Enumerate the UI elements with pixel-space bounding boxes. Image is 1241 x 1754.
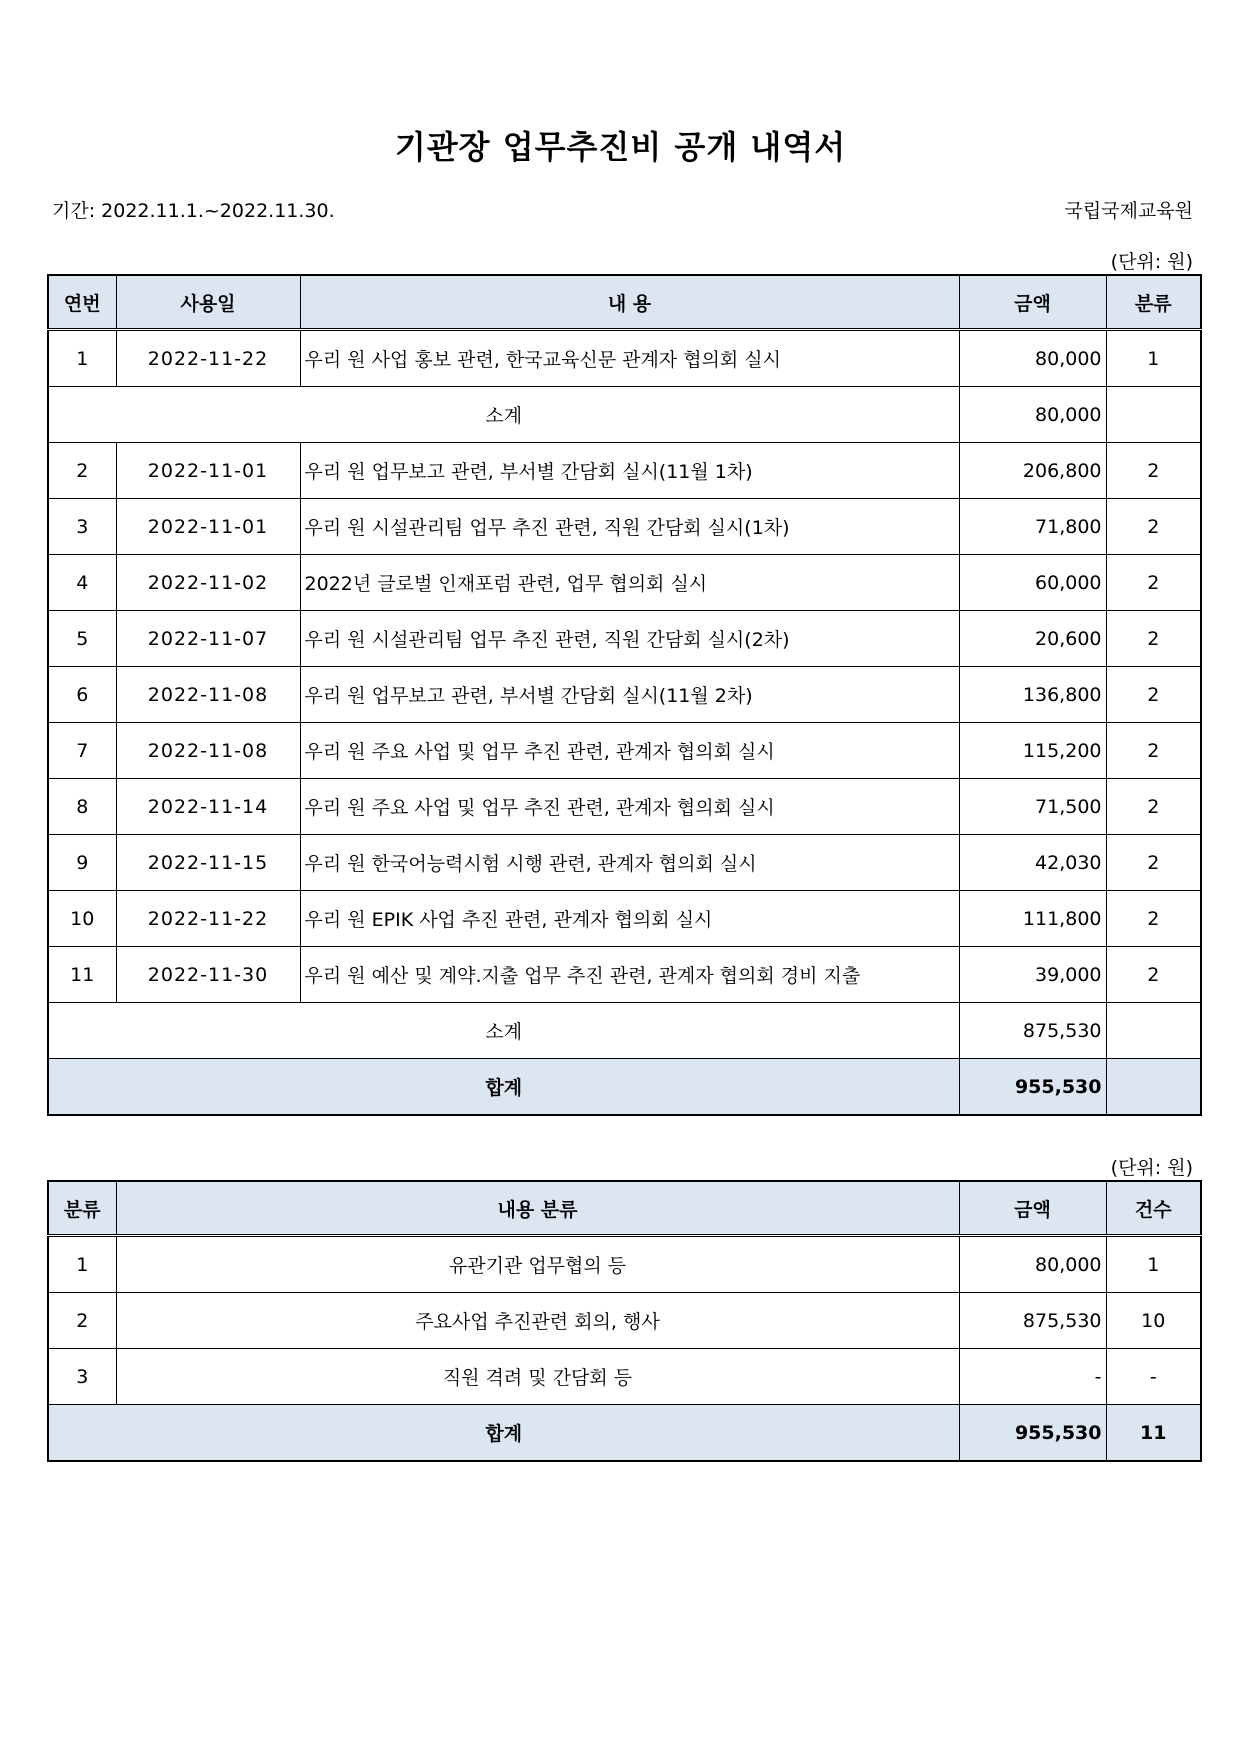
total-empty (1106, 1059, 1201, 1116)
table-row (48, 443, 1201, 499)
row-content: 우리 원 EPIK 사업 추진 관련, 관계자 협의회 실시 (300, 891, 959, 947)
row-count: - (1106, 1349, 1201, 1405)
table-row (48, 779, 1201, 835)
row-date: 2022-11-08 (116, 723, 300, 779)
header-category: 분류 (1106, 275, 1201, 330)
row-date: 2022-11-02 (116, 555, 300, 611)
table-row (48, 611, 1201, 667)
expense-detail-table (47, 274, 1202, 1116)
subtotal-empty (1106, 387, 1201, 443)
row-content: 우리 원 사업 홍보 관련, 한국교육신문 관계자 협의회 실시 (300, 330, 959, 387)
row-category: 1 (48, 1236, 116, 1293)
row-content: 직원 격려 및 간담회 등 (116, 1349, 959, 1405)
table-row (48, 555, 1201, 611)
table-row (48, 1349, 1201, 1405)
row-date: 2022-11-07 (116, 611, 300, 667)
row-category: 2 (1106, 947, 1201, 1003)
unit-label: (단위: 원) (1110, 251, 1193, 273)
row-amount: 80,000 (959, 330, 1106, 387)
row-amount: 115,200 (959, 723, 1106, 779)
row-amount: 80,000 (959, 1236, 1106, 1293)
row-no: 2 (48, 443, 116, 499)
category-summary-table (47, 1180, 1202, 1462)
subtotal-row (48, 387, 1201, 443)
row-amount: 39,000 (959, 947, 1106, 1003)
table-header-row (48, 275, 1201, 330)
row-category: 2 (1106, 499, 1201, 555)
table-row (48, 1293, 1201, 1349)
document-title: 기관장 업무추진비 공개 내역서 (394, 128, 847, 166)
row-no: 10 (48, 891, 116, 947)
row-category: 2 (1106, 667, 1201, 723)
table-row (48, 891, 1201, 947)
table-row (48, 330, 1201, 387)
row-amount: 42,030 (959, 835, 1106, 891)
row-amount: 60,000 (959, 555, 1106, 611)
row-no: 9 (48, 835, 116, 891)
row-count: 1 (1106, 1236, 1201, 1293)
row-content: 우리 원 시설관리팀 업무 추진 관련, 직원 간담회 실시(2차) (300, 611, 959, 667)
row-content: 우리 원 주요 사업 및 업무 추진 관련, 관계자 협의회 실시 (300, 779, 959, 835)
row-no: 8 (48, 779, 116, 835)
table-row (48, 835, 1201, 891)
row-no: 7 (48, 723, 116, 779)
row-date: 2022-11-01 (116, 499, 300, 555)
total-row (48, 1059, 1201, 1116)
row-date: 2022-11-30 (116, 947, 300, 1003)
row-content: 유관기관 업무협의 등 (116, 1236, 959, 1293)
header-amount: 금액 (959, 1181, 1106, 1236)
subtotal-amount: 875,530 (959, 1003, 1106, 1059)
unit-label-2: (단위: 원) (1110, 1157, 1193, 1179)
header-date: 사용일 (116, 275, 300, 330)
header-count: 건수 (1106, 1181, 1201, 1236)
row-content: 2022년 글로벌 인재포럼 관련, 업무 협의회 실시 (300, 555, 959, 611)
row-content: 우리 원 시설관리팀 업무 추진 관련, 직원 간담회 실시(1차) (300, 499, 959, 555)
total-count: 11 (1106, 1405, 1201, 1462)
total-row (48, 1405, 1201, 1462)
row-content: 우리 원 한국어능력시험 시행 관련, 관계자 협의회 실시 (300, 835, 959, 891)
header-content: 내 용 (300, 275, 959, 330)
period-label: 기간: 2022.11.1.~2022.11.30. (52, 200, 335, 222)
header-amount: 금액 (959, 275, 1106, 330)
row-content: 우리 원 예산 및 계약.지출 업무 추진 관련, 관계자 협의회 경비 지출 (300, 947, 959, 1003)
row-content: 우리 원 업무보고 관련, 부서별 간담회 실시(11월 1차) (300, 443, 959, 499)
table-header-row (48, 1181, 1201, 1236)
row-category: 2 (1106, 611, 1201, 667)
total-amount: 955,530 (959, 1405, 1106, 1462)
subtotal-label: 소계 (48, 387, 959, 443)
row-amount: 20,600 (959, 611, 1106, 667)
row-amount: 136,800 (959, 667, 1106, 723)
row-category: 2 (1106, 443, 1201, 499)
header-category: 분류 (48, 1181, 116, 1236)
row-no: 4 (48, 555, 116, 611)
row-no: 11 (48, 947, 116, 1003)
row-amount: 111,800 (959, 891, 1106, 947)
row-no: 5 (48, 611, 116, 667)
row-category: 2 (1106, 835, 1201, 891)
row-no: 3 (48, 499, 116, 555)
subtotal-label: 소계 (48, 1003, 959, 1059)
table-row (48, 947, 1201, 1003)
table-row (48, 723, 1201, 779)
row-count: 10 (1106, 1293, 1201, 1349)
row-date: 2022-11-14 (116, 779, 300, 835)
table-row (48, 499, 1201, 555)
row-amount: 875,530 (959, 1293, 1106, 1349)
table-row (48, 1236, 1201, 1293)
row-category: 2 (1106, 779, 1201, 835)
row-content: 주요사업 추진관련 회의, 행사 (116, 1293, 959, 1349)
row-amount: 206,800 (959, 443, 1106, 499)
row-date: 2022-11-15 (116, 835, 300, 891)
row-date: 2022-11-08 (116, 667, 300, 723)
row-category: 2 (48, 1293, 116, 1349)
row-content: 우리 원 업무보고 관련, 부서별 간담회 실시(11월 2차) (300, 667, 959, 723)
header-no: 연번 (48, 275, 116, 330)
row-category: 3 (48, 1349, 116, 1405)
total-amount: 955,530 (959, 1059, 1106, 1116)
organization-name: 국립국제교육원 (1064, 200, 1193, 222)
row-no: 6 (48, 667, 116, 723)
subtotal-row (48, 1003, 1201, 1059)
row-amount: - (959, 1349, 1106, 1405)
row-date: 2022-11-22 (116, 891, 300, 947)
subtotal-amount: 80,000 (959, 387, 1106, 443)
row-date: 2022-11-22 (116, 330, 300, 387)
header-content-category: 내용 분류 (116, 1181, 959, 1236)
row-category: 1 (1106, 330, 1201, 387)
row-category: 2 (1106, 555, 1201, 611)
total-label: 합계 (48, 1059, 959, 1116)
row-category: 2 (1106, 891, 1201, 947)
table-row (48, 667, 1201, 723)
subtotal-empty (1106, 1003, 1201, 1059)
row-date: 2022-11-01 (116, 443, 300, 499)
row-content: 우리 원 주요 사업 및 업무 추진 관련, 관계자 협의회 실시 (300, 723, 959, 779)
row-amount: 71,800 (959, 499, 1106, 555)
row-category: 2 (1106, 723, 1201, 779)
total-label: 합계 (48, 1405, 959, 1462)
row-no: 1 (48, 330, 116, 387)
row-amount: 71,500 (959, 779, 1106, 835)
